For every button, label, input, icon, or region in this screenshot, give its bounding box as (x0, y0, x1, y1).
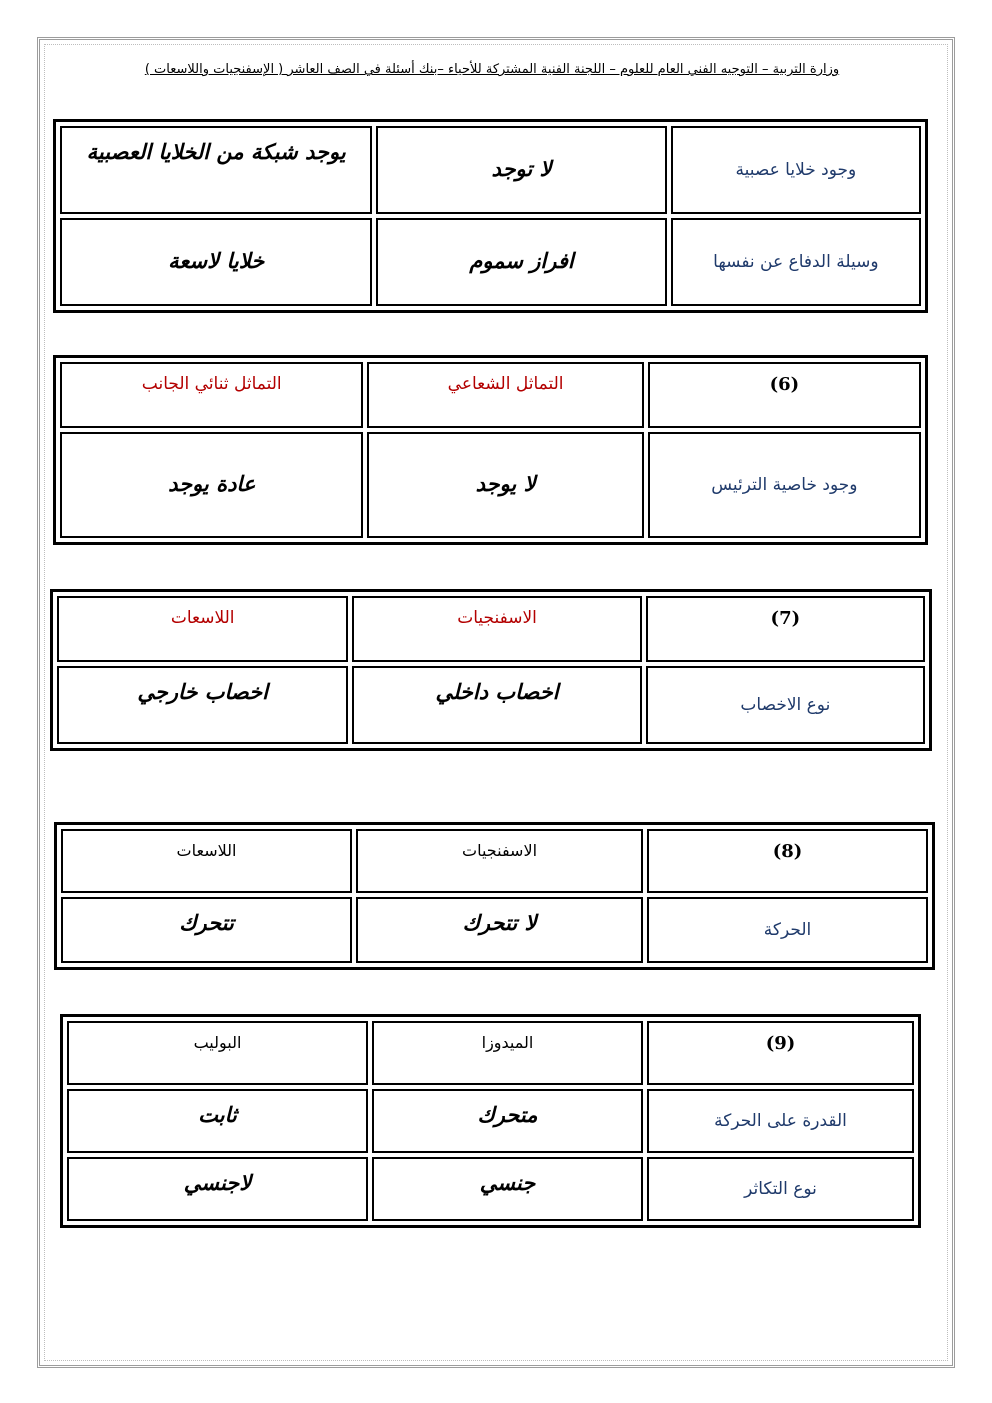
table-row (67, 1157, 914, 1221)
answer-cell: يوجد شبكة من الخلايا العصبية (60, 126, 372, 214)
question-number: (6) (648, 362, 921, 428)
row-label: الحركة (647, 897, 928, 963)
answer-cell: لا تتحرك (356, 897, 643, 963)
column-header: التماثل ثنائي الجانب (60, 362, 363, 428)
answer-cell: اخصاب داخلي (352, 666, 641, 744)
row-label: وسيلة الدفاع عن نفسها (671, 218, 921, 306)
answer-cell: متحرك (372, 1089, 643, 1153)
column-header: الاسفنجيات (352, 596, 641, 662)
row-label: القدرة على الحركة (647, 1089, 914, 1153)
table-row (60, 218, 921, 306)
answer-cell: لا يوجد (367, 432, 643, 538)
comparison-table-7 (50, 589, 932, 751)
answer-cell: خلايا لاسعة (60, 218, 372, 306)
answer-cell: لا توجد (376, 126, 666, 214)
comparison-table-6 (53, 355, 928, 545)
column-header: اللاسعات (57, 596, 348, 662)
answer-cell: اخصاب خارجي (57, 666, 348, 744)
row-label: نوع التكاثر (647, 1157, 914, 1221)
column-header: البوليب (67, 1021, 368, 1085)
row-label: وجود خاصية الترئيس (648, 432, 921, 538)
table-row (60, 126, 921, 214)
answer-cell: عادة يوجد (60, 432, 363, 538)
question-number: (9) (647, 1021, 914, 1085)
table-header-row (67, 1021, 914, 1085)
column-header: اللاسعات (61, 829, 352, 893)
column-header: الاسفنجيات (356, 829, 643, 893)
table-row (61, 897, 928, 963)
answer-cell: لاجنسي (67, 1157, 368, 1221)
question-number: (8) (647, 829, 928, 893)
comparison-table-9 (60, 1014, 921, 1228)
table-header-row (57, 596, 925, 662)
column-header: التماثل الشعاعي (367, 362, 643, 428)
table-row (60, 432, 921, 538)
table-header-row (60, 362, 921, 428)
question-number: (7) (646, 596, 925, 662)
answer-cell: تتحرك (61, 897, 352, 963)
comparison-table-1 (53, 119, 928, 313)
answer-cell: ثابت (67, 1089, 368, 1153)
row-label: وجود خلايا عصبية (671, 126, 921, 214)
answer-cell: جنسي (372, 1157, 643, 1221)
table-header-row (61, 829, 928, 893)
column-header: الميدوزا (372, 1021, 643, 1085)
page-header: وزارة التربية – التوجيه الفني العام للعلوم – اللجنة الفنية المشتركة للأحياء –بنك أسئلة في الصف العاشر ( الإسفنجيات واللاسعات ) (144, 62, 840, 77)
answer-cell: افراز سموم (376, 218, 666, 306)
table-row (67, 1089, 914, 1153)
comparison-table-8 (54, 822, 935, 970)
table-row (57, 666, 925, 744)
row-label: نوع الاخصاب (646, 666, 925, 744)
